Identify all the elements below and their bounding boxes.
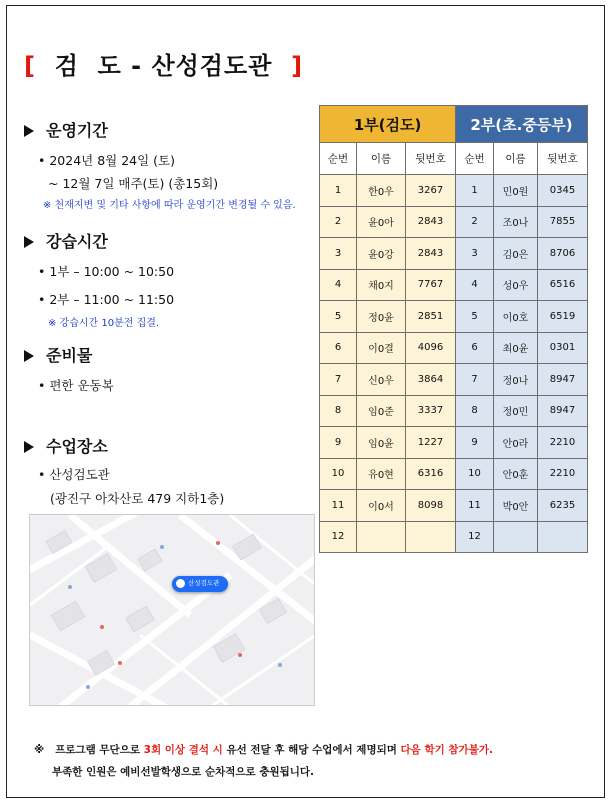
table-cell: 7 <box>456 364 494 396</box>
map-pin-label: 산성검도관 <box>188 579 220 587</box>
table-cell: 정0윤 <box>357 301 406 333</box>
table-cell: 2210 <box>538 427 588 459</box>
table-cell: 2210 <box>538 458 588 490</box>
table-cell <box>538 521 588 553</box>
table-cell: 6235 <box>538 490 588 522</box>
table-cell: 4096 <box>406 332 456 364</box>
table-cell: 3337 <box>406 395 456 427</box>
title-close-bracket: ] <box>291 52 304 80</box>
table-cell: 11 <box>456 490 494 522</box>
table-row <box>320 458 456 490</box>
table-cell: 6 <box>320 332 357 364</box>
footer-note-line2: 부족한 인원은 예비선발학생으로 순차적으로 충원됩니다. <box>52 766 315 778</box>
column-header: 순번 <box>320 143 357 175</box>
table-row <box>320 238 456 270</box>
table-row <box>320 427 456 459</box>
table-cell: 10 <box>456 458 494 490</box>
table-cell: 안0라 <box>494 427 538 459</box>
table-row <box>456 206 588 238</box>
table-row <box>320 490 456 522</box>
table-cell: 김0은 <box>494 238 538 270</box>
table-row <box>456 301 588 333</box>
period-line1: • 2024년 8월 24일 (토) <box>38 153 175 168</box>
table-row <box>320 364 456 396</box>
table-cell: 1227 <box>406 427 456 459</box>
table-cell: 윤0아 <box>357 206 406 238</box>
table-cell: 4 <box>456 269 494 301</box>
hours-line2: • 2부 – 11:00 ~ 11:50 <box>38 292 175 307</box>
table-row <box>456 427 588 459</box>
table-cell: 1 <box>456 175 494 207</box>
table-cell: 정0민 <box>494 395 538 427</box>
table-cell: 8947 <box>538 364 588 396</box>
table-cell: 7767 <box>406 269 456 301</box>
table-row <box>456 521 588 553</box>
table-cell: 8098 <box>406 490 456 522</box>
table-row <box>320 332 456 364</box>
map-pin-marker[interactable] <box>172 576 228 592</box>
location-pin-icon <box>176 579 185 588</box>
table-cell: 2851 <box>406 301 456 333</box>
table-cell: 2 <box>456 206 494 238</box>
location-map[interactable] <box>29 514 315 706</box>
table-cell: 6 <box>456 332 494 364</box>
table-cell: 3 <box>456 238 494 270</box>
table-cell: 민0원 <box>494 175 538 207</box>
table-cell: 5 <box>456 301 494 333</box>
table-cell: 임0윤 <box>357 427 406 459</box>
table-header: 1부(검도) <box>320 106 456 143</box>
place-line2: (광진구 아차산로 479 지하1층) <box>50 491 225 506</box>
column-header: 이름 <box>357 143 406 175</box>
table-row <box>456 458 588 490</box>
table-cell: 임0준 <box>357 395 406 427</box>
table-cell <box>494 521 538 553</box>
table-cell: 유0현 <box>357 458 406 490</box>
prep-line1: • 편한 운동복 <box>38 378 114 393</box>
table-row <box>320 395 456 427</box>
table-row <box>320 269 456 301</box>
column-header: 이름 <box>494 143 538 175</box>
table-cell: 2 <box>320 206 357 238</box>
section-hours-heading: 강습시간 <box>24 229 108 252</box>
table-header: 2부(초.중등부) <box>456 106 588 143</box>
table-cell: 최0윤 <box>494 332 538 364</box>
table-cell: 8706 <box>538 238 588 270</box>
table-cell: 한0우 <box>357 175 406 207</box>
table-row <box>320 175 456 207</box>
triangle-bullet-icon <box>24 236 34 248</box>
column-header: 뒷번호 <box>406 143 456 175</box>
place-line1: • 산성검도관 <box>38 467 110 482</box>
table-cell: 3 <box>320 238 357 270</box>
triangle-bullet-icon <box>24 125 34 137</box>
table-row <box>456 238 588 270</box>
table-cell: 0301 <box>538 332 588 364</box>
hours-line1: • 1부 – 10:00 ~ 10:50 <box>38 264 175 279</box>
table-row <box>320 521 456 553</box>
table-row <box>456 269 588 301</box>
column-header: 뒷번호 <box>538 143 588 175</box>
table-row <box>320 301 456 333</box>
table-row <box>456 332 588 364</box>
title-open-bracket: [ <box>24 52 36 80</box>
table-cell: 3864 <box>406 364 456 396</box>
table-row <box>320 206 456 238</box>
table-cell: 8947 <box>538 395 588 427</box>
table-row <box>456 364 588 396</box>
table-cell: 채0지 <box>357 269 406 301</box>
table-cell: 0345 <box>538 175 588 207</box>
map-graphic <box>30 515 315 706</box>
table-cell: 10 <box>320 458 357 490</box>
column-header: 순번 <box>456 143 494 175</box>
table-cell: 6316 <box>406 458 456 490</box>
table-cell: 이0호 <box>494 301 538 333</box>
table-cell: 5 <box>320 301 357 333</box>
triangle-bullet-icon <box>24 350 34 362</box>
section-place-heading: 수업장소 <box>24 434 108 457</box>
table-cell: 성0우 <box>494 269 538 301</box>
roster-table-part2 <box>455 105 588 553</box>
table-cell: 3267 <box>406 175 456 207</box>
period-line2: ~ 12월 7일 매주(토) (총15회) <box>48 176 219 191</box>
period-note: ※ 천재지변 및 기타 사항에 따라 운영기간 변경될 수 있음. <box>43 200 296 211</box>
table-cell: 1 <box>320 175 357 207</box>
table-cell: 이0서 <box>357 490 406 522</box>
table-cell: 8 <box>320 395 357 427</box>
title-text: 검 도 - 산성검도관 <box>54 52 273 80</box>
section-period-heading: 운영기간 <box>24 118 108 141</box>
table-row <box>456 175 588 207</box>
table-cell: 8 <box>456 395 494 427</box>
table-cell: 7 <box>320 364 357 396</box>
table-cell: 4 <box>320 269 357 301</box>
table-cell: 6519 <box>538 301 588 333</box>
table-cell: 12 <box>320 521 357 553</box>
table-cell: 조0나 <box>494 206 538 238</box>
table-cell <box>406 521 456 553</box>
table-cell: 안0훈 <box>494 458 538 490</box>
table-cell: 9 <box>320 427 357 459</box>
table-cell: 11 <box>320 490 357 522</box>
table-cell: 윤0강 <box>357 238 406 270</box>
table-cell: 12 <box>456 521 494 553</box>
roster-table-part1 <box>319 105 456 553</box>
table-cell: 신0우 <box>357 364 406 396</box>
table-cell: 2843 <box>406 238 456 270</box>
table-cell: 2843 <box>406 206 456 238</box>
page-title <box>24 46 303 81</box>
hours-note: ※ 강습시간 10분전 집결. <box>48 318 160 329</box>
triangle-bullet-icon <box>24 441 34 453</box>
section-prep-heading: 준비물 <box>24 343 92 366</box>
footer-note-line1: ※ 프로그램 무단으로 3회 이상 결석 시 유선 전달 후 해당 수업에서 제명되며 다음 학기 참가불가. <box>34 744 493 756</box>
table-cell: 정0나 <box>494 364 538 396</box>
table-cell: 6516 <box>538 269 588 301</box>
table-cell: 7855 <box>538 206 588 238</box>
table-row <box>456 395 588 427</box>
table-cell: 이0결 <box>357 332 406 364</box>
table-row <box>456 490 588 522</box>
table-cell: 9 <box>456 427 494 459</box>
table-cell <box>357 521 406 553</box>
table-cell: 박0안 <box>494 490 538 522</box>
